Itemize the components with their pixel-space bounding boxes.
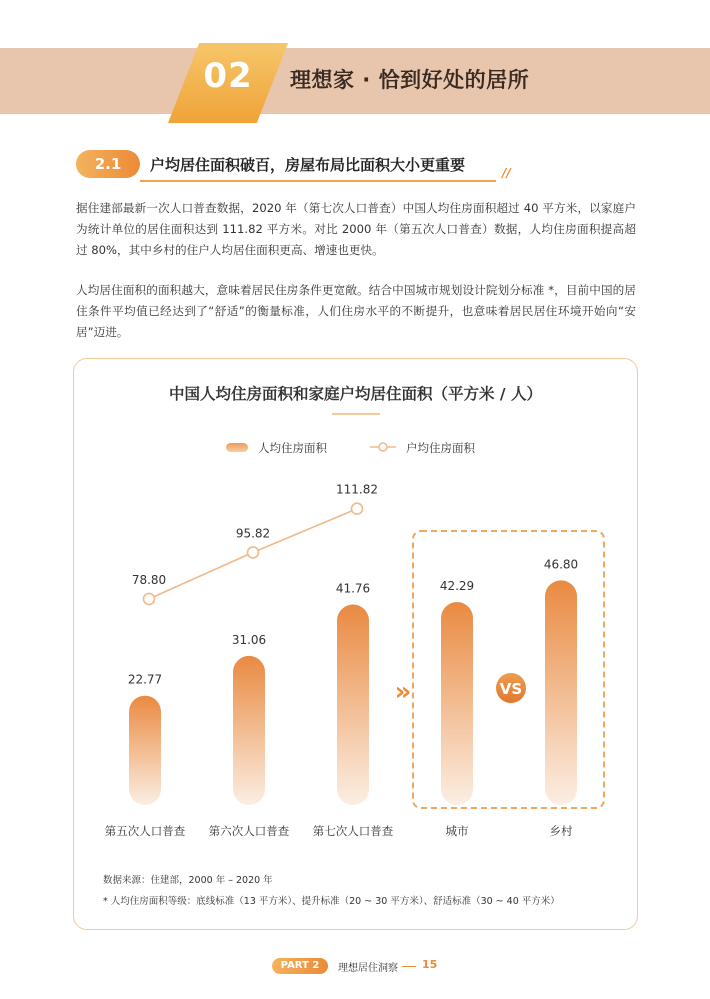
category-label: 乡村 (549, 824, 573, 838)
line-point (144, 593, 155, 604)
category-label: 城市 (445, 824, 469, 838)
bar-value-label: 31.06 (231, 632, 267, 647)
line-value-label: 78.80 (131, 572, 167, 587)
footer-section-title: 理想居住洞察 (338, 963, 398, 974)
data-source: 数据来源：住建部，2000 年 – 2020 年 (103, 875, 273, 886)
bar (129, 696, 161, 805)
section-slash-decoration: // (502, 166, 511, 180)
legend-line-label: 户均住房面积 (406, 441, 475, 455)
bar-value-label: 22.77 (127, 672, 163, 687)
bar-value-label: 46.80 (543, 557, 579, 572)
chart-title: 中国人均住房面积和家庭户均居住面积（平方米 / 人） (169, 385, 542, 403)
line-point (352, 503, 363, 514)
page-number: 15 (422, 958, 438, 971)
vs-label: VS (499, 680, 523, 698)
footer-part-badge: PART 2 (272, 958, 328, 974)
bar-value-label: 41.76 (335, 581, 371, 596)
category-label: 第六次人口普查 (208, 824, 290, 838)
legend-line-marker (379, 443, 387, 451)
bar-value-label: 42.29 (439, 579, 475, 594)
legend-bar-label: 人均住房面积 (258, 441, 327, 455)
line-value-label: 95.82 (235, 526, 271, 541)
paragraph-2: 人均居住面积的面积越大，意味着居民住房条件更宽敞。结合中国城市规划设计院划分标准 *，目前中国的居住条件平均值已经达到了“舒适”的衡量标准，人们住房水平的不断提升，也意味着居民居住环境开始向“安居”迈进。 (76, 283, 636, 339)
chapter-number: 02 (203, 56, 253, 96)
footer-dash (402, 966, 416, 967)
footnote: * 人均住房面积等级：底线标准（13 平方米）、提升标准（20 ~ 30 平方米）、舒适标准（30 ~ 40 平方米） (103, 896, 560, 907)
category-label: 第五次人口普查 (104, 824, 186, 838)
category-label: 第七次人口普查 (312, 824, 394, 838)
bar (441, 602, 473, 805)
bar (545, 580, 577, 805)
section-number-badge: 2.1 (76, 150, 140, 178)
paragraph-1: 据住建部最新一次人口普查数据，2020 年（第七次人口普查）中国人均住房面积超过 40 平方米，以家庭户为统计单位的居住面积达到 111.82 平方米。对比 2000 年（第五次人口普查）数据，人均住房面积提高超过 80%，其中乡村的住户人均居住面积更高、增速也更快。 (76, 201, 636, 257)
bar (337, 605, 369, 805)
line-point (248, 547, 259, 558)
line-value-label: 111.82 (336, 482, 378, 497)
arrow-icon: » (394, 677, 412, 707)
chapter-title: 理想家 · 恰到好处的居所 (290, 68, 530, 92)
section-title: 户均居住面积破百，房屋布局比面积大小更重要 (150, 156, 466, 174)
bar (233, 656, 265, 805)
